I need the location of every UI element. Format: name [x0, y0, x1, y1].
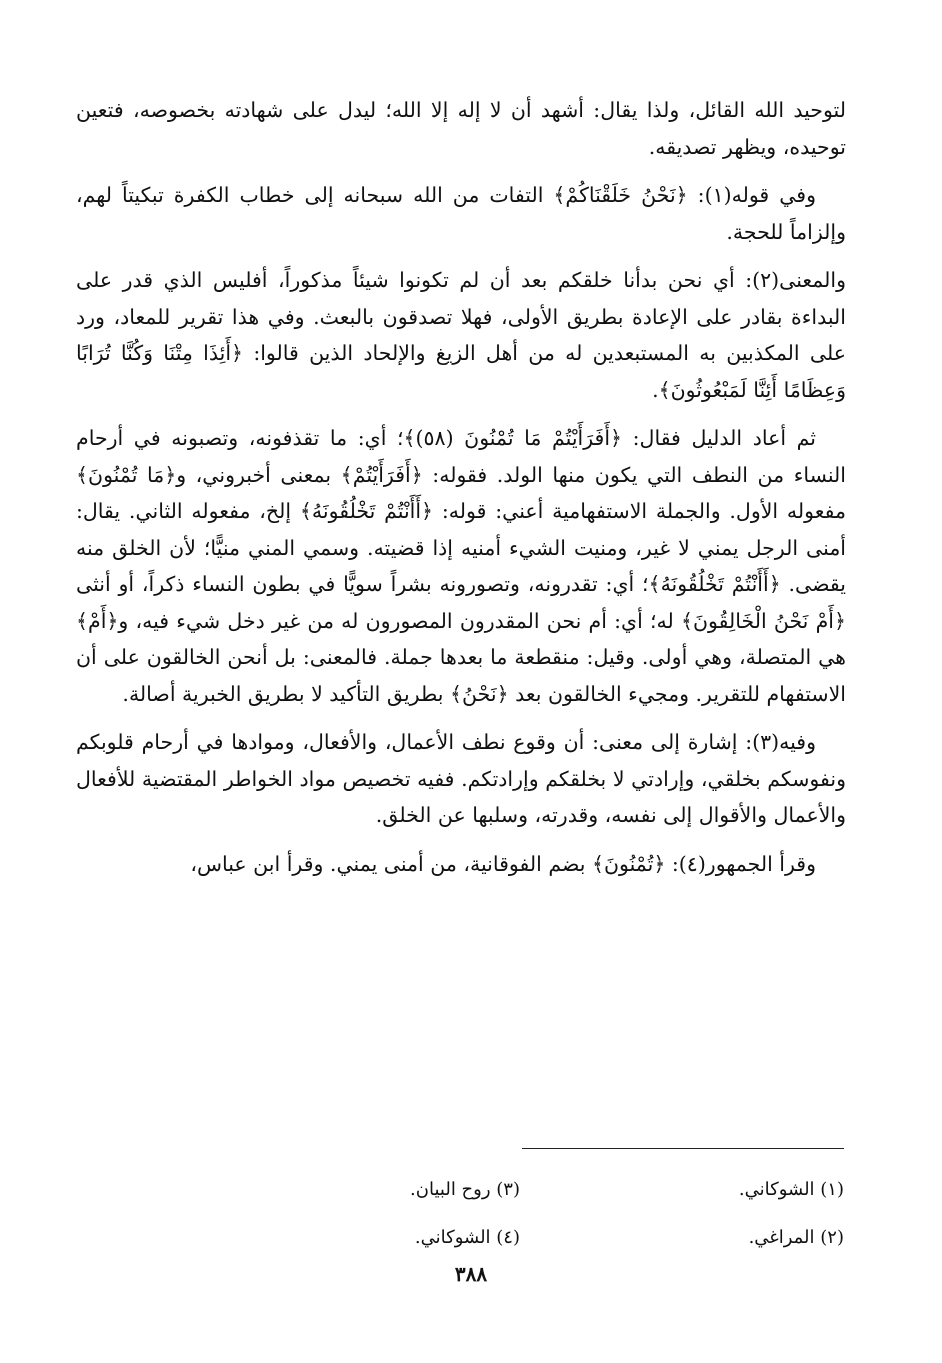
footnote-row	[270, 1214, 844, 1262]
paragraph-footnote-3: وفيه(٣): إشارة إلى معنى: أن وقوع نطف الأعمال، والأفعال، وموادها في أرحام قلوبكم ونفوسكم بخلقي، وإرادتي لا بخلقكم وإرادتكم. ففيه تخصيص مواد الخواطر المقتضية للأفعال والأعمال والأقوال إلى نفسه، وقدرته، وسلبها عن الخلق.	[76, 730, 846, 827]
footnote-2: (٢) المراغي.	[748, 1227, 844, 1248]
footnote-row	[270, 1166, 844, 1214]
paragraph-reading: وقرأ الجمهور(٤): ﴿تُمْنُونَ﴾ بضم الفوقانية، من أمنى يمني. وقرأ ابن عباس،	[190, 851, 816, 876]
paragraph-continuation: لتوحيد الله القائل، ولذا يقال: أشهد أن لا إله إلا الله؛ ليدل على شهادته بخصوصه، فتعين توحيده، ويظهر تصديقه.	[76, 98, 846, 159]
footnote-1: (١) الشوكاني.	[738, 1179, 844, 1200]
page-number: ٣٨٨	[454, 1262, 488, 1286]
main-text	[76, 92, 846, 894]
footnote-divider	[522, 1148, 844, 1149]
footnote-3: (٣) روح البيان.	[410, 1179, 520, 1200]
footnote-4: (٤) الشوكاني.	[414, 1227, 520, 1248]
paragraph-evidence: ثم أعاد الدليل فقال: ﴿أَفَرَأَيْتُمْ مَا تُمْنُونَ (٥٨)﴾؛ أي: ما تقذفونه، وتصبونه في أرحام النساء من النطف التي يكون منها الولد. فقوله: ﴿أَفَرَأَيْتُمْ﴾ بمعنى أخبروني، و﴿مَا تُمْنُونَ﴾ مفعوله الأول. والجملة الاستفهامية أعني: قوله: ﴿أَأَنْتُمْ تَخْلُقُونَهُ﴾ إلخ، مفعوله الثاني. يقال: أمنى الرجل يمني لا غير، ومنيت الشيء أمنيه إذا قضيته. وسمي المني منيًّا؛ لأن الخلق منه يقضى. ﴿أَأَنْتُمْ تَخْلُقُونَهُ﴾؛ أي: تقدرونه، وتصورونه بشراً سويًّا في بطون النساء ذكراً، أو أنثى ﴿أَمْ نَحْنُ الْخَالِقُونَ﴾ له؛ أي: أم نحن المقدرون المصورون له من غير دخل شيء فيه، و﴿أَمْ﴾ هي المتصلة، وهي أولى. وقيل: منقطعة ما بعدها جملة. فالمعنى: بل أنحن الخالقون على أن الاستفهام للتقرير. ومجيء الخالقون بعد ﴿نَحْنُ﴾ بطريق التأكيد لا بطريق الخبرية أصالة.	[76, 426, 846, 706]
footnotes	[270, 1166, 844, 1262]
paragraph-meaning: والمعنى(٢): أي نحن بدأنا خلقكم بعد أن لم تكونوا شيئاً مذكوراً، أفليس الذي قدر على البداءة بقادر على الإعادة بطريق الأولى، فهلا تصدقون بالبعث. وفي هذا تقرير للمعاد، ورد على المكذبين به المستبعدين له من أهل الزيغ والإلحاد الذين قالوا: ﴿أَئِذَا مِتْنَا وَكُنَّا تُرَابًا وَعِظَامًا أَئِنَّا لَمَبْعُوثُونَ﴾.	[76, 268, 846, 402]
paragraph-footnote-1: وفي قوله(١): ﴿نَحْنُ خَلَقْنَاكُمْ﴾ التفات من الله سبحانه إلى خطاب الكفرة تبكيتاً لهم، وإلزاماً للحجة.	[76, 183, 846, 244]
